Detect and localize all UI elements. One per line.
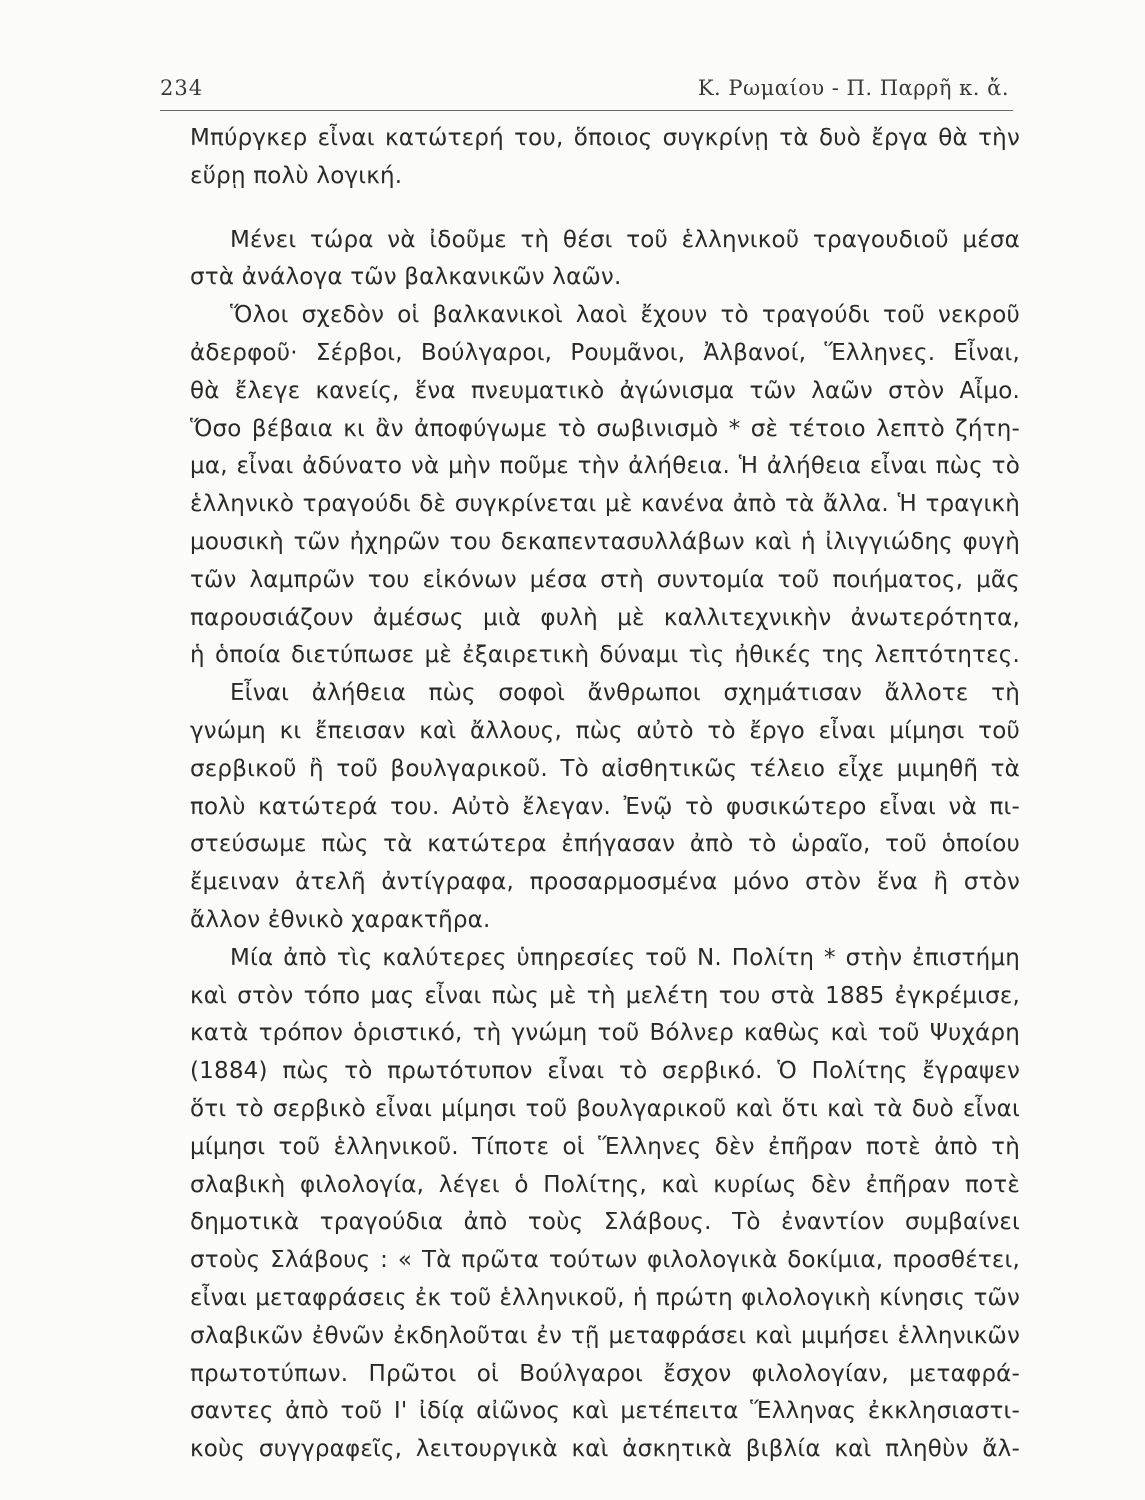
text-line: σερβικοῦ ἢ τοῦ βουλγαρικοῦ. Τὸ αἰσθητικῶς τέλειο εἶχε μιμηθῆ τὰ [190, 755, 1020, 782]
text-line: (1884) πὼς τὸ πρωτότυπον εἶναι τὸ σερβικό. Ὁ Πολίτης ἔγραψεν [190, 1058, 1020, 1085]
text-line: πολὺ κατώτερά του. Αὐτὸ ἔλεγαν. Ἐνῷ τὸ φυσικώτερο εἶναι νὰ πι- [190, 793, 1020, 820]
text-line: παρουσιάζουν ἀμέσως μιὰ φυλὴ μὲ καλλιτεχνικὴν ἀνωτερότητα, [190, 604, 1020, 631]
paragraph [190, 120, 1020, 196]
text-line: θὰ ἔλεγε κανείς, ἕνα πνευματικὸ ἀγώνισμα τῶν λαῶν στὸν Αἶμο. [190, 377, 1020, 404]
text-line: Μένει τώρα νὰ ἰδοῦμε τὴ θέσι τοῦ ἑλληνικοῦ τραγουδιοῦ μέσα [230, 226, 1020, 253]
page-number: 234 [160, 76, 204, 100]
text-line: ἔμειναν ἀτελῆ ἀντίγραφα, προσαρμοσμένα μόνο στὸν ἕνα ἢ στὸν [190, 869, 1020, 896]
text-line: στεύσωμε πὼς τὰ κατώτερα ἐπήγασαν ἀπὸ τὸ ὡραῖο, τοῦ ὁποίου [190, 831, 1020, 858]
paragraph [190, 675, 1020, 940]
text-line: κοὺς συγγραφεῖς, λειτουργικὰ καὶ ἀσκητικὰ βιβλία καὶ πληθὺν ἄλ- [190, 1436, 1020, 1463]
running-head: Κ. Ρωμαίου - Π. Παρρῆ κ. ἄ. [697, 76, 1009, 100]
text-line: Μπύργκερ εἶναι κατώτερή του, ὅποιος συγκρίνῃ τὰ δυὸ ἔργα θὰ τὴν [190, 125, 1020, 151]
text-line: Ὅσο βέβαια κι ἂν ἀποφύγωμε τὸ σωβινισμὸ * σὲ τέτοιο λεπτὸ ζήτη- [190, 415, 1020, 442]
paragraph [190, 940, 1020, 1469]
text-line: γνώμη κι ἔπεισαν καὶ ἄλλους, πὼς αὐτὸ τὸ ἔργο εἶναι μίμησι τοῦ [190, 717, 1020, 744]
paragraph [190, 297, 1020, 675]
text-line: Εἶναι ἀλήθεια πὼς σοφοὶ ἄνθρωποι σχημάτισαν ἄλλοτε τὴ [230, 680, 1020, 707]
text-line: σλαβικὴ φιλολογία, λέγει ὁ Πολίτης, καὶ κυρίως δὲν ἐπῆραν ποτὲ [190, 1171, 1020, 1198]
text-line: Μία ἀπὸ τὶς καλύτερες ὑπηρεσίες τοῦ Ν. Πολίτη * στὴν ἐπιστήμη [230, 944, 1020, 971]
paragraph [190, 222, 1020, 298]
page-header [160, 68, 1013, 111]
text-line: ὅτι τὸ σερβικὸ εἶναι μίμησι τοῦ βουλγαρικοῦ καὶ ὅτι καὶ τὰ δυὸ εἶναι [190, 1095, 1020, 1122]
text-line: δημοτικὰ τραγούδια ἀπὸ τοὺς Σλάβους. Τὸ ἐναντίον συμβαίνει [190, 1209, 1020, 1236]
text-line: καὶ στὸν τόπο μας εἶναι πὼς μὲ τὴ μελέτη του στὰ 1885 ἐγκρέμισε, [190, 982, 1020, 1009]
text-line: μουσικὴ τῶν ἠχηρῶν του δεκαπεντασυλλάβων καὶ ἡ ἰλιγγιώδης φυγὴ [190, 528, 1020, 555]
text-line: Ὅλοι σχεδὸν οἱ βαλκανικοὶ λαοὶ ἔχουν τὸ τραγούδι τοῦ νεκροῦ [230, 302, 1020, 329]
text-line: ἄλλον ἐθνικὸ χαρακτῆρα. [190, 906, 491, 933]
text-line: τῶν λαμπρῶν του εἰκόνων μέσα στὴ συντομία τοῦ ποιήματος, μᾶς [190, 566, 1020, 593]
text-line: εὕρῃ πολὺ λογική. [190, 162, 403, 189]
text-line: σαντες ἀπὸ τοῦ Ι' ἰδίᾳ αἰῶνος καὶ μετέπειτα Ἕλληνας ἐκκλησιαστι- [190, 1398, 1020, 1425]
text-line: εἶναι μεταφράσεις ἐκ τοῦ ἑλληνικοῦ, ἡ πρώτη φιλολογικὴ κίνησις τῶν [190, 1284, 1020, 1311]
text-line: πρωτοτύπων. Πρῶτοι οἱ Βούλγαροι ἔσχον φιλολογίαν, μεταφρά- [190, 1360, 1020, 1387]
text-line: στοὺς Σλάβους : « Τὰ πρῶτα τούτων φιλολογικὰ δοκίμια, προσθέτει, [190, 1247, 1020, 1274]
body-text [190, 120, 1020, 1469]
text-line: σλαβικῶν ἐθνῶν ἐκδηλοῦται ἐν τῇ μεταφράσει καὶ μιμήσει ἑλληνικῶν [190, 1322, 1020, 1349]
text-line: κατὰ τρόπον ὁριστικό, τὴ γνώμη τοῦ Βόλνερ καθὼς καὶ τοῦ Ψυχάρη [190, 1020, 1020, 1047]
text-line: μίμησι τοῦ ἑλληνικοῦ. Τίποτε οἱ Ἕλληνες δὲν ἐπῆραν ποτὲ ἀπὸ τὴ [190, 1133, 1020, 1160]
text-line: ἑλληνικὸ τραγούδι δὲ συγκρίνεται μὲ κανένα ἀπὸ τὰ ἄλλα. Ἡ τραγικὴ [190, 491, 1020, 518]
text-line: ἀδερφοῦ· Σέρβοι, Βούλγαροι, Ρουμᾶνοι, Ἀλβανοί, Ἕλληνες. Εἶναι, [190, 339, 1020, 366]
text-line: ἡ ὁποία διετύπωσε μὲ ἐξαιρετικὴ δύναμι τὶς ἠθικές της λεπτότητες. [190, 642, 1020, 669]
text-line: μα, εἶναι ἀδύνατο νὰ μὴν ποῦμε τὴν ἀλήθεια. Ἡ ἀλήθεια εἶναι πὼς τὸ [190, 453, 1020, 480]
text-line: στὰ ἀνάλογα τῶν βαλκανικῶν λαῶν. [190, 264, 622, 291]
